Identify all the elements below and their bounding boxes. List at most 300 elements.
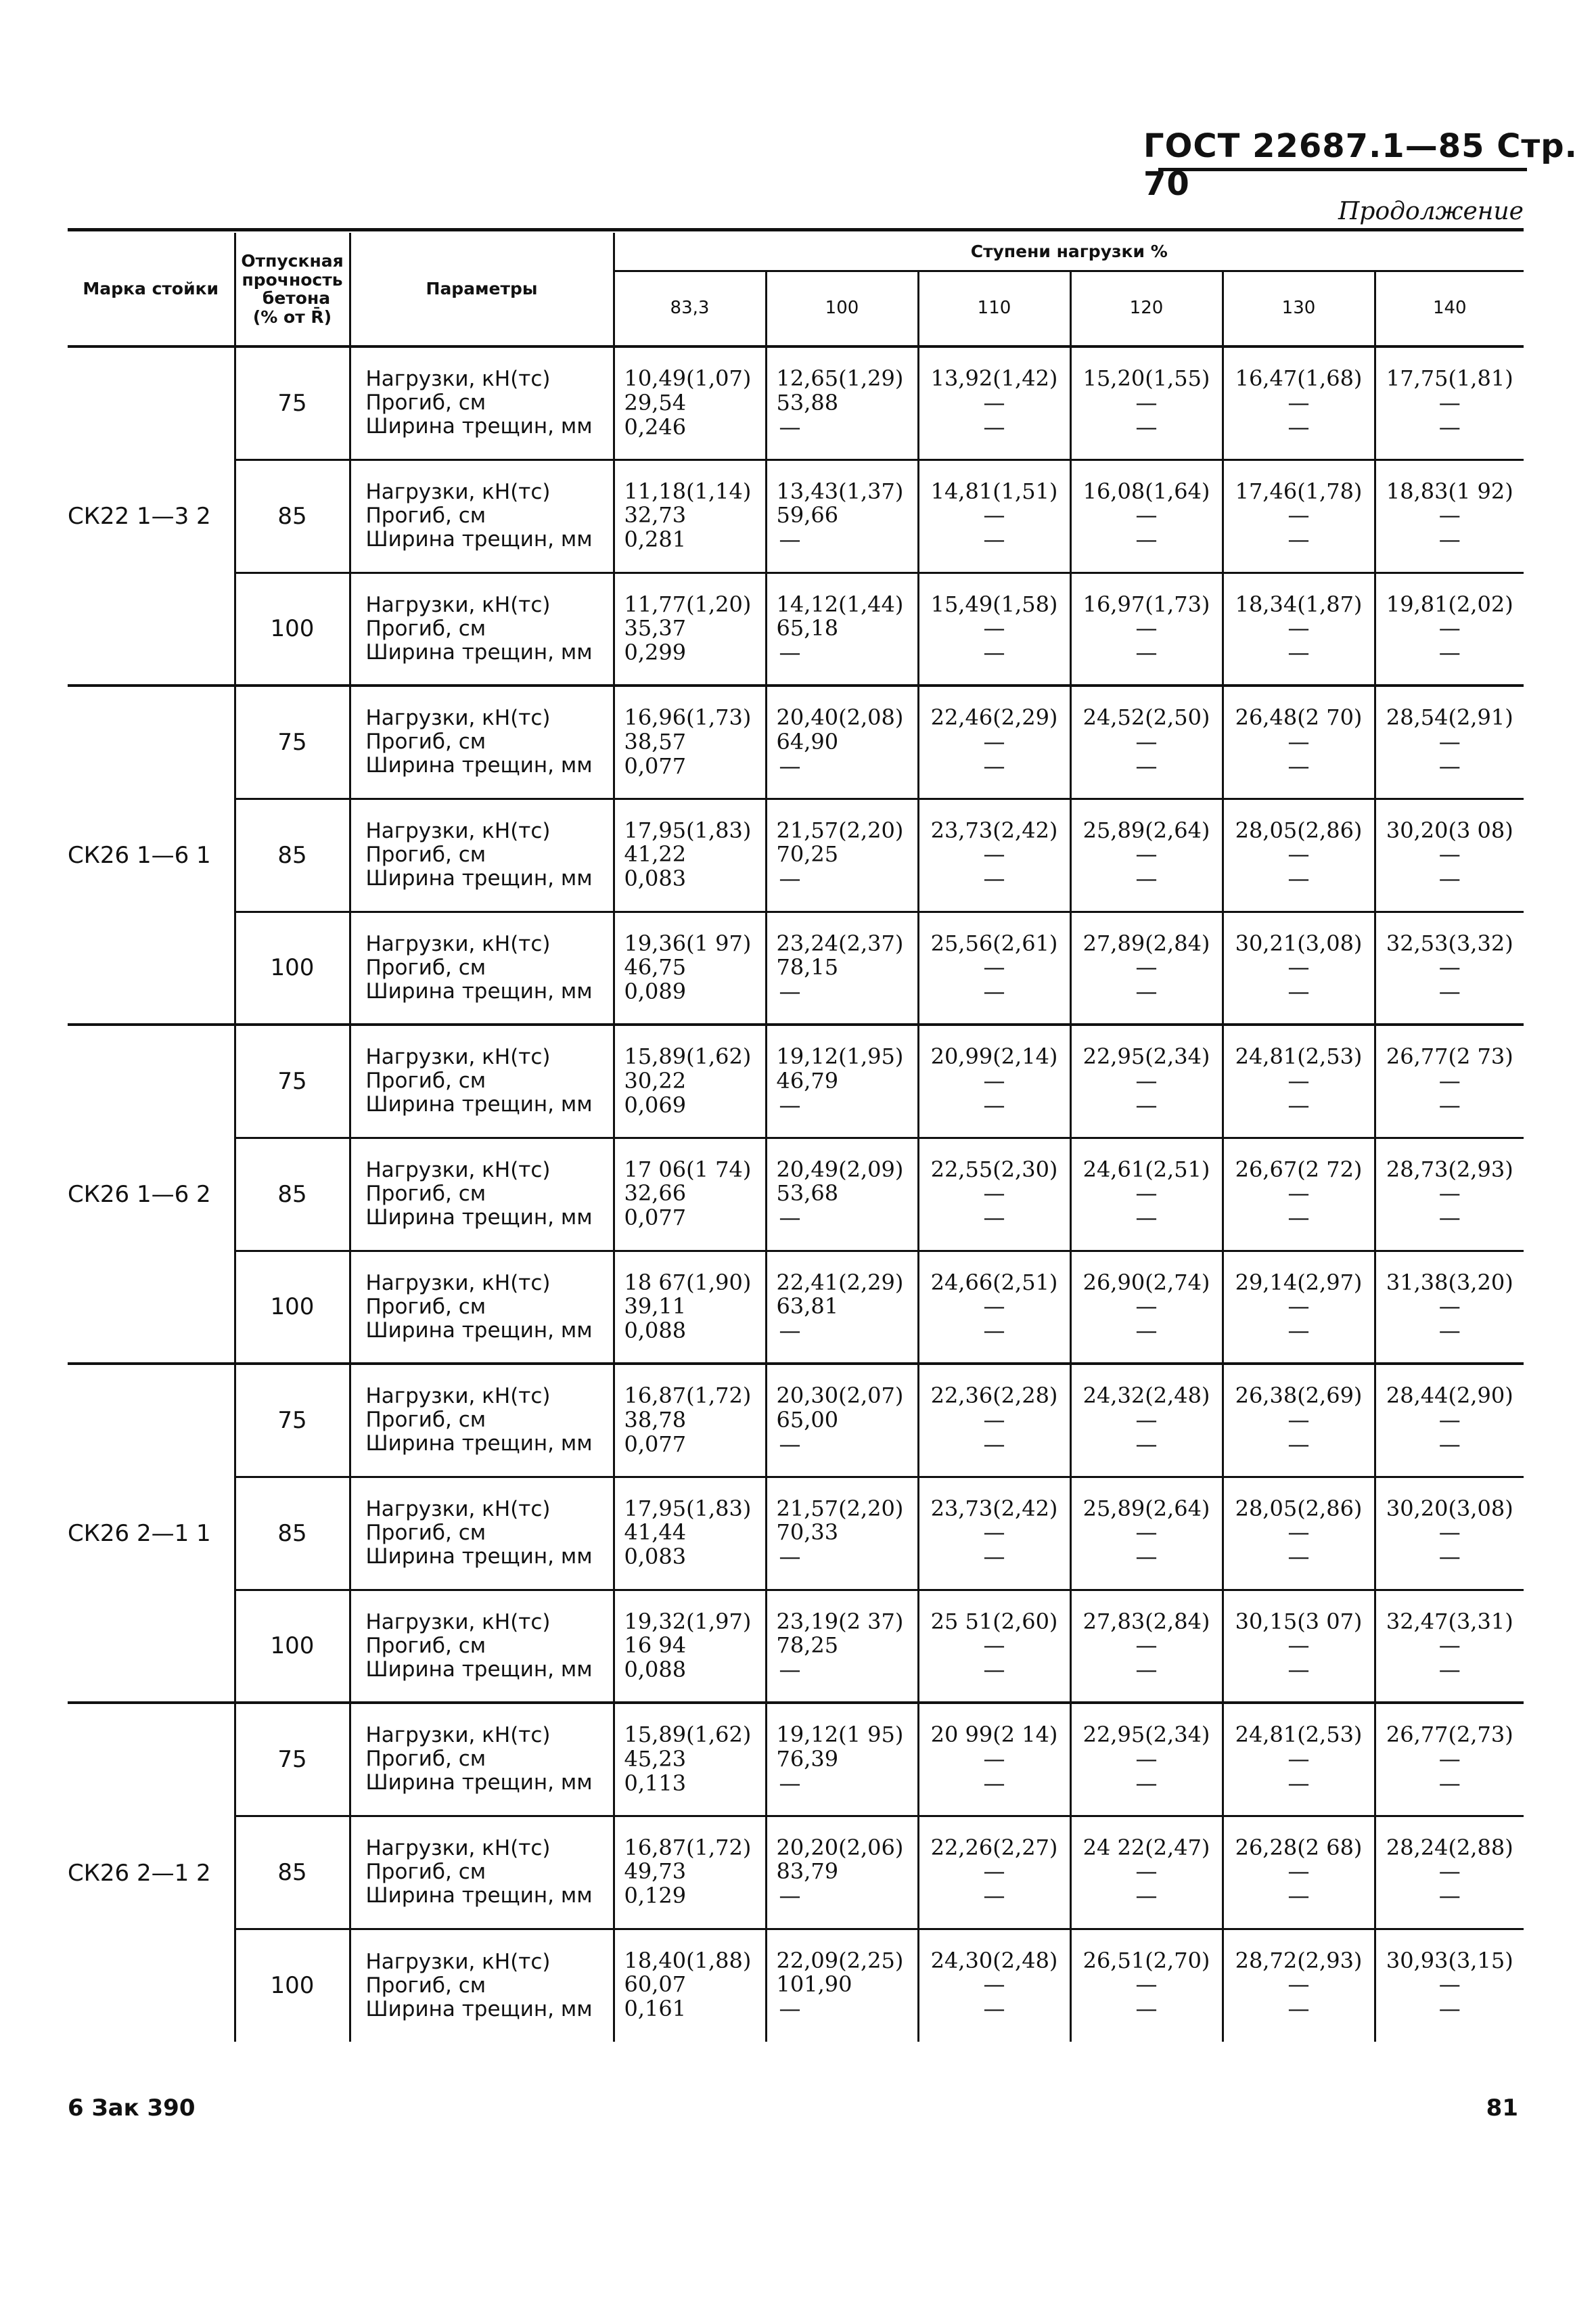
crack-width-value: — (1438, 413, 1461, 440)
footer-order-number: 6 Зак 390 (68, 2095, 196, 2122)
deflection-value: — (1135, 841, 1158, 868)
deflection-value: — (983, 728, 1005, 755)
deflection-value: — (983, 954, 1005, 981)
crack-width-value: — (1287, 640, 1310, 666)
step-value-cell (918, 1025, 1070, 1138)
deflection-value: — (983, 1180, 1005, 1207)
load-value: 23,24(2,37) (776, 930, 904, 956)
crack-width-value: — (1438, 1657, 1461, 1683)
strength-value: 100 (235, 1251, 350, 1364)
deflection-value: 38,57 (624, 728, 687, 755)
footer-page-number: 81 (1486, 2095, 1518, 2122)
load-value: 17,46(1,78) (1235, 478, 1363, 504)
crack-width-value: 0,088 (624, 1318, 687, 1344)
deflection-value: — (1438, 1632, 1461, 1659)
deflection-value: — (1287, 1858, 1310, 1885)
crack-width-value: — (1287, 979, 1310, 1005)
deflection-value: 70,25 (776, 841, 839, 868)
param-label: Ширина трещин, мм (365, 753, 593, 778)
param-label: Прогиб, см (365, 616, 486, 641)
crack-width-value: — (1287, 1770, 1310, 1796)
crack-width-value: — (779, 1883, 801, 1909)
strength-value: 85 (235, 799, 350, 912)
strength-value: 100 (235, 1929, 350, 2042)
crack-width-value: 0,089 (624, 979, 687, 1005)
step-value-cell (1070, 1364, 1223, 1477)
load-value: 30,93(3,15) (1386, 1947, 1513, 1973)
deflection-value: — (1135, 1406, 1158, 1433)
param-label: Нагрузки, кН(тс) (365, 1835, 551, 1860)
step-value-cell (1223, 1251, 1375, 1364)
table-row (68, 1703, 1524, 1816)
table-row (68, 1025, 1524, 1138)
table-row (68, 1929, 1524, 2042)
load-value: 22,95(2,34) (1082, 1722, 1210, 1747)
step-value-cell (1375, 1477, 1524, 1590)
param-labels (350, 1364, 614, 1477)
deflection-value: 83,79 (776, 1858, 839, 1885)
deflection-value: — (1287, 954, 1310, 981)
load-value: 10,49(1,07) (624, 365, 752, 391)
step-value-cell (1070, 912, 1223, 1025)
deflection-value: — (983, 389, 1005, 416)
deflection-value: 53,68 (776, 1180, 839, 1207)
step-value-cell (1070, 686, 1223, 799)
crack-width-value: — (983, 753, 1005, 779)
deflection-value: — (1135, 502, 1158, 529)
strength-value: 85 (235, 1138, 350, 1251)
step-value-cell (1375, 1251, 1524, 1364)
table-row (68, 460, 1524, 573)
deflection-value: — (983, 1745, 1005, 1772)
load-value: 14,81(1,51) (930, 478, 1058, 504)
crack-width-value: — (1438, 979, 1461, 1005)
step-value-cell (918, 1816, 1070, 1929)
strength-header-line: Отпускная (241, 251, 344, 271)
load-value: 22,95(2,34) (1082, 1044, 1210, 1069)
step-value-cell (1375, 346, 1524, 460)
param-labels (350, 799, 614, 912)
deflection-value: — (1135, 728, 1158, 755)
step-value-cell (1223, 1816, 1375, 1929)
deflection-value: 49,73 (624, 1858, 687, 1885)
strength-value: 85 (235, 1816, 350, 1929)
step-value-cell (1070, 1590, 1223, 1703)
deflection-value: 46,75 (624, 954, 687, 981)
load-value: 28,73(2,93) (1386, 1156, 1513, 1182)
step-header-5: 130 (1223, 271, 1375, 346)
deflection-value: — (1287, 1971, 1310, 1998)
step-value-cell (1375, 460, 1524, 573)
step-value-cell (766, 799, 918, 912)
stand-brand: СК22 1—3 2 (68, 346, 235, 686)
column-header-params: Параметры (350, 233, 614, 346)
table-row (68, 1590, 1524, 1703)
column-header-steps: Ступени нагрузки % (614, 233, 1524, 271)
strength-header-line: (% от R̄) (252, 307, 332, 327)
deflection-value: — (1438, 1067, 1461, 1094)
deflection-value: — (1135, 1067, 1158, 1094)
crack-width-value: — (983, 979, 1005, 1005)
step-value-cell (918, 686, 1070, 799)
param-label: Прогиб, см (365, 1069, 486, 1094)
crack-width-value: — (1135, 1883, 1158, 1909)
load-value: 30,20(3,08) (1386, 1495, 1513, 1521)
load-value: 19,32(1,97) (624, 1608, 752, 1634)
stand-brand: СК26 2—1 2 (68, 1703, 235, 2042)
load-value: 26,90(2,74) (1082, 1269, 1210, 1295)
crack-width-value: 0,077 (624, 1205, 687, 1231)
crack-width-value: — (1287, 1657, 1310, 1683)
strength-header-line: прочность (242, 269, 343, 290)
crack-width-value: — (1438, 1431, 1461, 1457)
crack-width-value: — (983, 1883, 1005, 1909)
load-value: 22,41(2,29) (776, 1269, 904, 1295)
param-label: Нагрузки, кН(тс) (365, 1723, 551, 1748)
deflection-value: 65,00 (776, 1406, 839, 1433)
deflection-value: 39,11 (624, 1293, 687, 1320)
param-label: Нагрузки, кН(тс) (365, 367, 551, 392)
table-row (68, 912, 1524, 1025)
load-value: 26,38(2,69) (1235, 1383, 1363, 1408)
deflection-value: 38,78 (624, 1406, 687, 1433)
stand-brand: СК26 2—1 1 (68, 1364, 235, 1703)
deflection-value: — (1287, 1632, 1310, 1659)
load-value: 24,30(2,48) (930, 1947, 1058, 1973)
deflection-value: — (1438, 1971, 1461, 1998)
deflection-value: — (1135, 1293, 1158, 1320)
param-label: Ширина трещин, мм (365, 1205, 593, 1230)
deflection-value: 41,44 (624, 1519, 687, 1546)
step-value-cell (614, 1251, 766, 1364)
deflection-value: 78,25 (776, 1632, 839, 1659)
step-value-cell (766, 1703, 918, 1816)
crack-width-value: — (779, 866, 801, 892)
step-value-cell (1223, 1364, 1375, 1477)
deflection-value: — (1287, 502, 1310, 529)
deflection-value: 45,23 (624, 1745, 687, 1772)
step-value-cell (614, 346, 766, 460)
param-label: Нагрузки, кН(тс) (365, 818, 551, 843)
load-value: 22,46(2,29) (930, 704, 1058, 730)
crack-width-value: — (1135, 1092, 1158, 1118)
param-label: Ширина трещин, мм (365, 1544, 593, 1569)
step-value-cell (918, 1251, 1070, 1364)
deflection-value: — (1287, 389, 1310, 416)
deflection-value: 35,37 (624, 615, 687, 642)
load-value: 31,38(3,20) (1386, 1269, 1513, 1295)
deflection-value: — (983, 1519, 1005, 1546)
load-value: 20,49(2,09) (776, 1156, 904, 1182)
crack-width-value: — (983, 527, 1005, 553)
load-value: 22,55(2,30) (930, 1156, 1058, 1182)
load-value: 22,26(2,27) (930, 1834, 1058, 1860)
load-value: 19,12(1,95) (776, 1044, 904, 1069)
load-value: 24,32(2,48) (1082, 1383, 1210, 1408)
page-header-title: ГОСТ 22687.1—85 Стр. 70 (1143, 127, 1578, 203)
param-label: Прогиб, см (365, 1747, 486, 1772)
strength-header-line: бетона (262, 288, 331, 308)
deflection-value: 78,15 (776, 954, 839, 981)
param-label: Ширина трещин, мм (365, 1657, 593, 1682)
crack-width-value: — (1135, 1770, 1158, 1796)
deflection-value: 41,22 (624, 841, 687, 868)
param-label: Нагрузки, кН(тс) (365, 1496, 551, 1521)
step-header-6: 140 (1375, 271, 1524, 346)
table-row (68, 346, 1524, 460)
crack-width-value: — (1135, 1657, 1158, 1683)
crack-width-value: — (983, 413, 1005, 440)
step-value-cell (614, 573, 766, 686)
step-value-cell (1375, 1929, 1524, 2042)
load-value: 22,09(2,25) (776, 1947, 904, 1973)
load-value: 22,36(2,28) (930, 1383, 1058, 1408)
param-label: Прогиб, см (365, 1408, 486, 1433)
deflection-value: — (1135, 389, 1158, 416)
crack-width-value: — (1438, 1770, 1461, 1796)
load-value: 28,72(2,93) (1235, 1947, 1363, 1973)
crack-width-value: 0,083 (624, 866, 687, 892)
column-header-brand: Марка стойки (83, 279, 219, 299)
param-label: Ширина трещин, мм (365, 1770, 593, 1795)
crack-width-value: — (779, 1657, 801, 1683)
load-value: 18 67(1,90) (624, 1269, 752, 1295)
deflection-value: 32,73 (624, 502, 687, 529)
param-label: Прогиб, см (365, 1859, 486, 1884)
param-label: Прогиб, см (365, 503, 486, 528)
step-value-cell (918, 460, 1070, 573)
crack-width-value: — (1135, 1318, 1158, 1344)
deflection-value: — (983, 1971, 1005, 1998)
deflection-value: — (1438, 389, 1461, 416)
deflection-value: — (1287, 615, 1310, 642)
deflection-value: 76,39 (776, 1745, 839, 1772)
step-value-cell (614, 1364, 766, 1477)
step-header-4: 120 (1070, 271, 1223, 346)
load-value: 26,77(2,73) (1386, 1722, 1513, 1747)
param-label: Ширина трещин, мм (365, 527, 593, 552)
load-value: 19,81(2,02) (1386, 591, 1513, 617)
crack-width-value: — (779, 1996, 801, 2022)
param-label: Нагрузки, кН(тс) (365, 1949, 551, 1974)
deflection-value: — (1287, 841, 1310, 868)
crack-width-value: — (1438, 866, 1461, 892)
table-row (68, 686, 1524, 799)
step-value-cell (1375, 1138, 1524, 1251)
load-value: 13,92(1,42) (930, 365, 1058, 391)
crack-width-value: 0,083 (624, 1544, 687, 1570)
crack-width-value: — (983, 1770, 1005, 1796)
strength-value: 100 (235, 573, 350, 686)
param-label: Прогиб, см (365, 1973, 486, 1998)
crack-width-value: — (1287, 527, 1310, 553)
param-label: Нагрузки, кН(тс) (365, 931, 551, 956)
step-value-cell (766, 573, 918, 686)
step-value-cell (1375, 1816, 1524, 1929)
param-labels (350, 1929, 614, 2042)
deflection-value: — (1438, 841, 1461, 868)
load-value: 21,57(2,20) (776, 817, 904, 843)
strength-value: 85 (235, 460, 350, 573)
table-row (68, 799, 1524, 912)
step-value-cell (614, 1477, 766, 1590)
crack-width-value: — (983, 1544, 1005, 1570)
param-label: Прогиб, см (365, 1633, 486, 1658)
load-value: 23,73(2,42) (930, 817, 1058, 843)
load-value: 28,05(2,86) (1235, 1495, 1363, 1521)
crack-width-value: — (1287, 1544, 1310, 1570)
param-label: Прогиб, см (365, 1181, 486, 1206)
step-value-cell (614, 1138, 766, 1251)
step-value-cell (1223, 686, 1375, 799)
step-value-cell (1070, 1025, 1223, 1138)
step-value-cell (766, 1816, 918, 1929)
crack-width-value: — (1287, 753, 1310, 779)
step-header-1: 83,3 (614, 271, 766, 346)
load-value: 26,77(2 73) (1386, 1044, 1513, 1069)
load-value: 28,44(2,90) (1386, 1383, 1513, 1408)
strength-value: 100 (235, 1590, 350, 1703)
crack-width-value: 0,069 (624, 1092, 687, 1118)
crack-width-value: — (983, 1205, 1005, 1231)
param-labels (350, 1138, 614, 1251)
step-value-cell (918, 346, 1070, 460)
deflection-value: — (983, 1293, 1005, 1320)
strength-value: 75 (235, 1364, 350, 1477)
load-value: 20,20(2,06) (776, 1834, 904, 1860)
crack-width-value: — (1135, 753, 1158, 779)
step-value-cell (1375, 799, 1524, 912)
load-value: 18,40(1,88) (624, 1947, 752, 1973)
deflection-value: — (983, 841, 1005, 868)
page-header-rule (1158, 168, 1527, 171)
load-value: 11,77(1,20) (624, 591, 752, 617)
step-value-cell (1375, 686, 1524, 799)
step-value-cell (614, 1816, 766, 1929)
load-test-table (68, 233, 1524, 2042)
crack-width-value: — (1287, 1883, 1310, 1909)
load-value: 15,49(1,58) (930, 591, 1058, 617)
load-value: 24,52(2,50) (1082, 704, 1210, 730)
load-value: 27,83(2,84) (1082, 1608, 1210, 1634)
load-value: 17 06(1 74) (624, 1156, 752, 1182)
stand-brand: СК26 1—6 2 (68, 1025, 235, 1364)
load-value: 15,20(1,55) (1082, 365, 1210, 391)
crack-width-value: — (983, 1431, 1005, 1457)
load-value: 15,89(1,62) (624, 1044, 752, 1069)
crack-width-value: — (1135, 413, 1158, 440)
load-value: 24 22(2,47) (1082, 1834, 1210, 1860)
param-label: Нагрузки, кН(тс) (365, 1384, 551, 1409)
deflection-value: 60,07 (624, 1971, 687, 1998)
param-label: Нагрузки, кН(тс) (365, 592, 551, 617)
strength-value: 75 (235, 346, 350, 460)
step-value-cell (1070, 799, 1223, 912)
crack-width-value: — (1135, 979, 1158, 1005)
deflection-value: — (1287, 728, 1310, 755)
deflection-value: 29,54 (624, 389, 687, 416)
step-value-cell (1070, 1816, 1223, 1929)
load-value: 30,21(3,08) (1235, 930, 1363, 956)
param-labels (350, 1816, 614, 1929)
step-value-cell (766, 1929, 918, 2042)
param-label: Ширина трещин, мм (365, 1996, 593, 2021)
deflection-value: 70,33 (776, 1519, 839, 1546)
crack-width-value: — (1438, 1205, 1461, 1231)
crack-width-value: 0,281 (624, 527, 687, 553)
deflection-value: — (1135, 1180, 1158, 1207)
load-value: 18,83(1 92) (1386, 478, 1513, 504)
step-value-cell (1375, 912, 1524, 1025)
crack-width-value: — (779, 979, 801, 1005)
step-value-cell (918, 912, 1070, 1025)
load-value: 29,14(2,97) (1235, 1269, 1363, 1295)
deflection-value: — (1287, 1406, 1310, 1433)
load-value: 24,61(2,51) (1082, 1156, 1210, 1182)
load-value: 26,67(2 72) (1235, 1156, 1363, 1182)
deflection-value: — (1287, 1293, 1310, 1320)
step-header-3: 110 (918, 271, 1070, 346)
param-label: Нагрузки, кН(тс) (365, 1609, 551, 1634)
step-value-cell (918, 799, 1070, 912)
crack-width-value: — (983, 640, 1005, 666)
crack-width-value: — (1135, 1544, 1158, 1570)
load-value: 32,47(3,31) (1386, 1608, 1513, 1634)
deflection-value: 30,22 (624, 1067, 687, 1094)
table-row (68, 1364, 1524, 1477)
deflection-value: — (1438, 1519, 1461, 1546)
step-value-cell (1070, 573, 1223, 686)
crack-width-value: — (983, 1996, 1005, 2022)
deflection-value: — (1287, 1519, 1310, 1546)
crack-width-value: — (1135, 527, 1158, 553)
param-label: Прогиб, см (365, 390, 486, 416)
deflection-value: — (1287, 1067, 1310, 1094)
step-value-cell (1223, 1025, 1375, 1138)
deflection-value: 65,18 (776, 615, 839, 642)
load-value: 26,48(2 70) (1235, 704, 1363, 730)
step-value-cell (614, 460, 766, 573)
param-labels (350, 1703, 614, 1816)
load-value: 25,89(2,64) (1082, 1495, 1210, 1521)
deflection-value: — (1438, 1293, 1461, 1320)
step-value-cell (614, 912, 766, 1025)
deflection-value: — (1438, 1745, 1461, 1772)
deflection-value: — (1438, 502, 1461, 529)
crack-width-value: 0,299 (624, 640, 687, 666)
param-label: Нагрузки, кН(тс) (365, 479, 551, 504)
step-value-cell (766, 686, 918, 799)
param-label: Ширина трещин, мм (365, 1431, 593, 1456)
load-value: 19,12(1 95) (776, 1722, 904, 1747)
step-value-cell (766, 1590, 918, 1703)
load-value: 23,73(2,42) (930, 1495, 1058, 1521)
load-value: 24,81(2,53) (1235, 1722, 1363, 1747)
crack-width-value: — (779, 1544, 801, 1570)
step-value-cell (1070, 1477, 1223, 1590)
load-value: 28,54(2,91) (1386, 704, 1513, 730)
load-value: 20,99(2,14) (930, 1044, 1058, 1069)
step-value-cell (614, 1025, 766, 1138)
strength-value: 75 (235, 1025, 350, 1138)
crack-width-value: — (1438, 640, 1461, 666)
load-value: 16,08(1,64) (1082, 478, 1210, 504)
param-labels (350, 1477, 614, 1590)
crack-width-value: — (983, 1092, 1005, 1118)
step-value-cell (766, 1138, 918, 1251)
load-value: 30,20(3 08) (1386, 817, 1513, 843)
deflection-value: — (1287, 1180, 1310, 1207)
